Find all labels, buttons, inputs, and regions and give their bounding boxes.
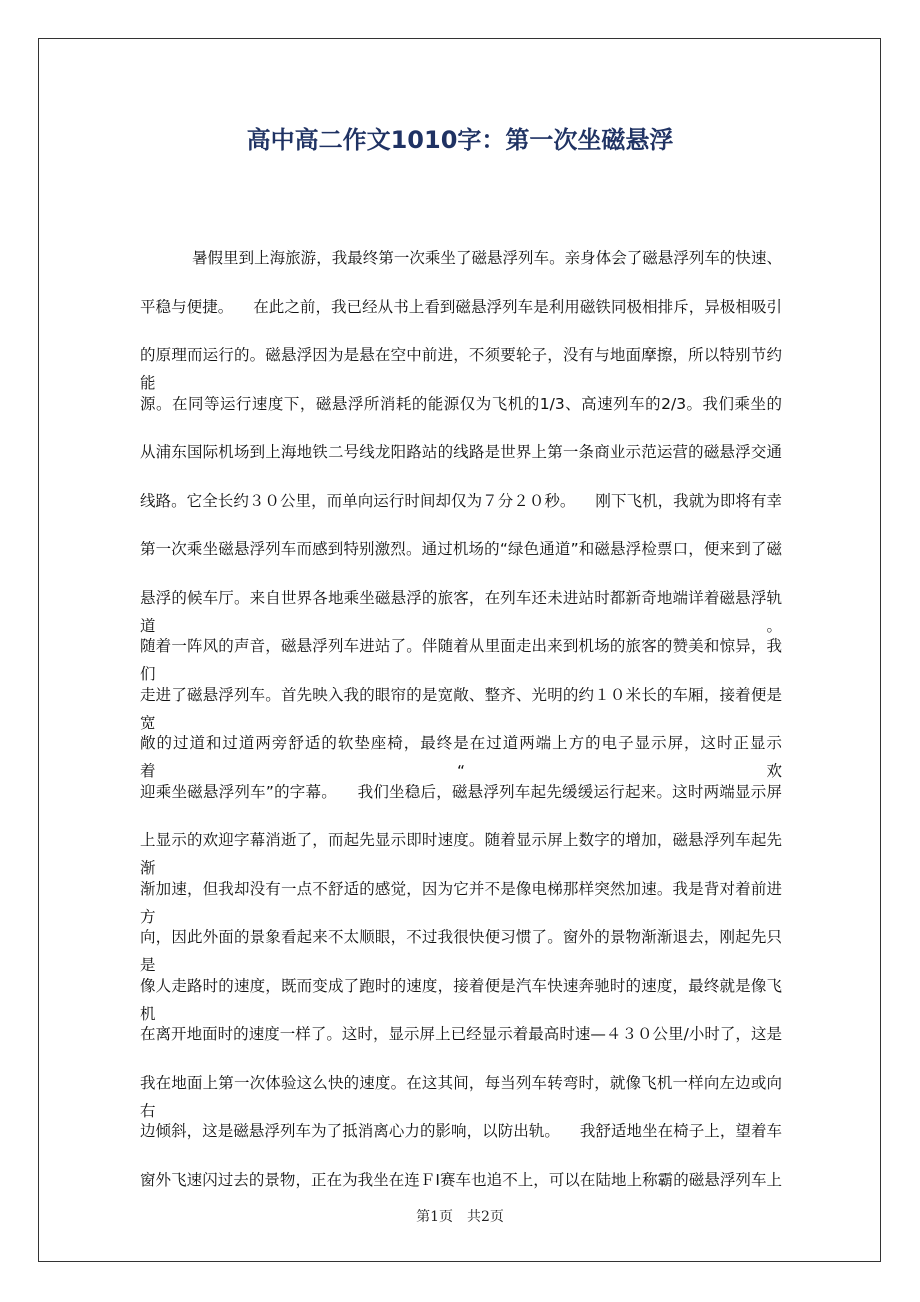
text-line: 线路。它全长约３０公里，而单向运行时间却仅为７分２０秒。 刚下飞机，我就为即将有幸: [140, 491, 782, 510]
text-line: 敞的过道和过道两旁舒适的软垫座椅，最终是在过道两端上方的电子显示屏，这时正显示着“欢: [140, 734, 782, 780]
text-line: 源。在同等运行速度下，磁悬浮所消耗的能源仅为飞机的1/3、高速列车的2/3。我们乘坐的: [140, 394, 782, 413]
text-line: 的原理而运行的。磁悬浮因为是悬在空中前进，不须要轮子，没有与地面摩擦，所以特别节约能: [140, 346, 782, 392]
text-line: 平稳与便捷。 在此之前，我已经从书上看到磁悬浮列车是利用磁铁同极相排斥，异极相吸引: [140, 297, 782, 316]
document-title: 高中高二作文1010字：第一次坐磁悬浮: [246, 126, 674, 154]
text-line: 我在地面上第一次体验这么快的速度。在这其间，每当列车转弯时，就像飞机一样向左边或向右: [140, 1073, 782, 1120]
text-line: 迎乘坐磁悬浮列车”的字幕。 我们坐稳后，磁悬浮列车起先缓缓运行起来。这时两端显示屏: [140, 782, 782, 801]
text-line: 暑假里到上海旅游，我最终第一次乘坐了磁悬浮列车。亲身体会了磁悬浮列车的快速、: [192, 249, 782, 267]
text-line: 向，因此外面的景象看起来不太顺眼，不过我很快便习惯了。窗外的景物渐渐退去，刚起先只是: [140, 928, 782, 974]
page-footer: [0, 1206, 920, 1226]
text-line: 从浦东国际机场到上海地铁二号线龙阳路站的线路是世界上第一条商业示范运营的磁悬浮交通: [140, 443, 782, 461]
text-line: 第一次乘坐磁悬浮列车而感到特别激烈。通过机场的“绿色通道”和磁悬浮检票口，便来到了磁: [140, 540, 782, 558]
page-number: 第1页: [416, 1209, 453, 1225]
text-line: 窗外飞速闪过去的景物，正在为我坐在连ＦⅠ赛车也追不上，可以在陆地上称霸的磁悬浮列车上: [140, 1170, 782, 1189]
text-line: 在离开地面时的速度一样了。这时，显示屏上已经显示着最高时速—４３０公里/小时了，这是: [140, 1025, 782, 1043]
page-total: 共2页: [467, 1209, 504, 1225]
text-line: 像人走路时的速度，既而变成了跑时的速度，接着便是汽车快速奔驰时的速度，最终就是像飞机: [140, 976, 782, 1023]
text-line: 上显示的欢迎字幕消逝了，而起先显示即时速度。随着显示屏上数字的增加，磁悬浮列车起先渐: [140, 831, 782, 877]
document-body: [140, 244, 782, 1214]
text-line: 随着一阵风的声音，磁悬浮列车进站了。伴随着从里面走出来到机场的旅客的赞美和惊异，我们: [140, 637, 782, 683]
text-line: 走进了磁悬浮列车。首先映入我的眼帘的是宽敞、整齐、光明的约１０米长的车厢，接着便是宽: [140, 685, 782, 732]
text-line: 边倾斜，这是磁悬浮列车为了抵消离心力的影响，以防出轨。 我舒适地坐在椅子上，望着车: [140, 1122, 782, 1140]
text-line: 悬浮的候车厅。来自世界各地乘坐磁悬浮的旅客，在列车还未进站时都新奇地端详着磁悬浮轨道。: [140, 588, 782, 635]
text-line: 渐加速，但我却没有一点不舒适的感觉，因为它并不是像电梯那样突然加速。我是背对着前进方: [140, 879, 782, 926]
